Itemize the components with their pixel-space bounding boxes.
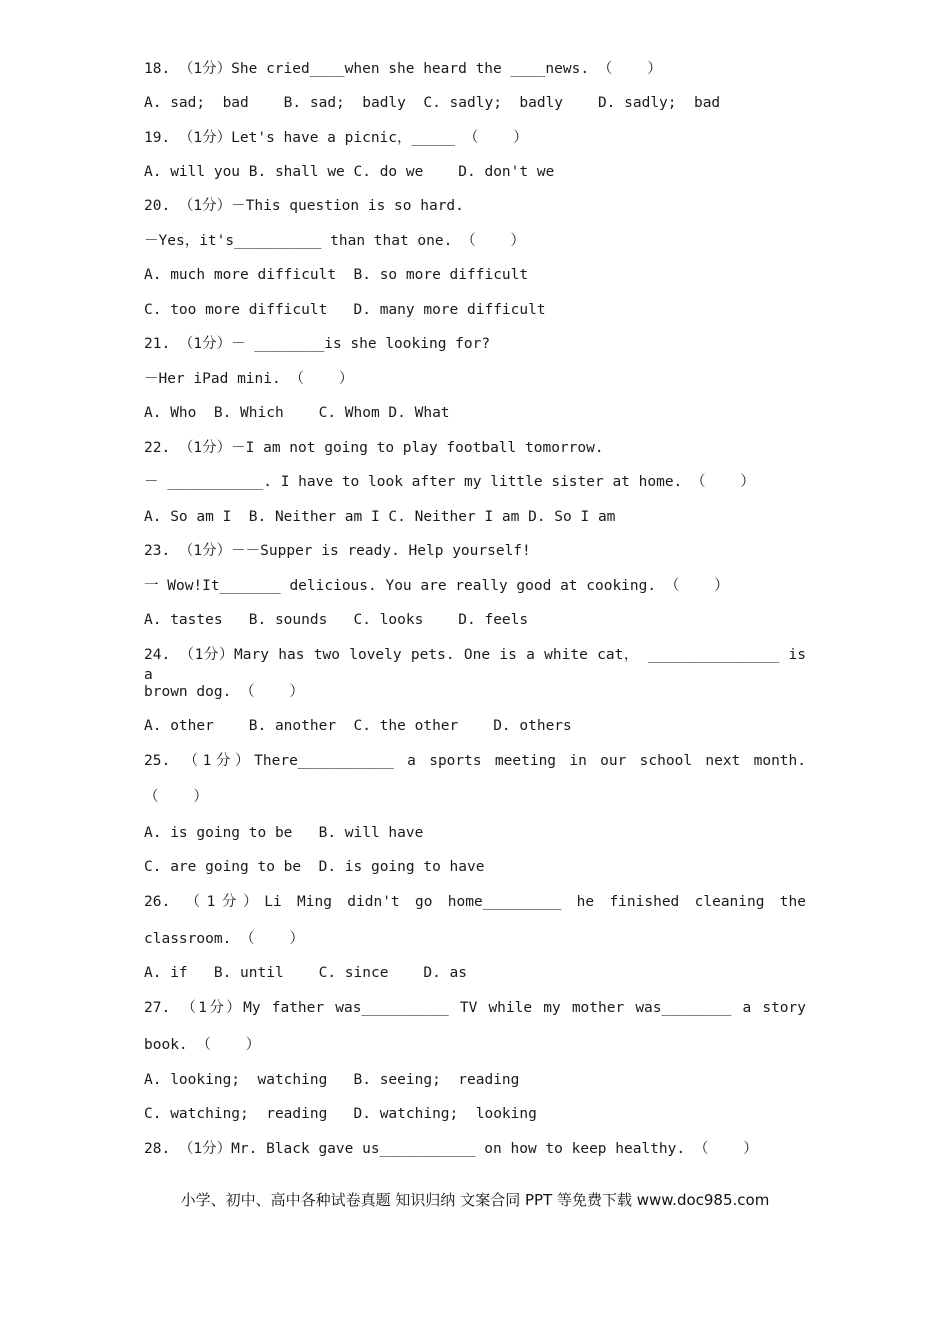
question-21: 21. （1分）－ ________is she looking for? (144, 336, 491, 352)
options-23: A. tastes B. sounds C. looks D. feels (144, 612, 529, 628)
question-23-line-2: 一 Wow!It_______ delicious. You are really good at cooking. （ ） (144, 578, 729, 594)
options-21: A. Who B. Which C. Whom D. What (144, 405, 450, 421)
options-24: A. other B. another C. the other D. others (144, 718, 572, 734)
options-19: A. will you B. shall we C. do we D. don't we (144, 164, 555, 180)
question-19: 19. （1分）Let's have a picnic，_____ （ ） (144, 130, 528, 146)
options-25-b: C. are going to be D. is going to have (144, 859, 485, 875)
question-23: 23. （1分）－－Supper is ready. Help yourself! (144, 543, 531, 559)
question-20: 20. （1分）－This question is so hard. (144, 198, 464, 214)
question-18: 18. （1分）She cried____when she heard the ____news. （ ） (144, 61, 662, 77)
question-24-line-2: brown dog. （ ） (144, 684, 304, 700)
question-28: 28. （1分）Mr. Black gave us___________ on how to keep healthy. （ ） (144, 1141, 758, 1157)
question-22-line-2: － ___________. I have to look after my little sister at home. （ ） (144, 474, 755, 490)
options-27-a: A. looking; watching B. seeing; reading (144, 1072, 520, 1088)
options-25-a: A. is going to be B. will have (144, 825, 424, 841)
question-25-line-2: （ ） (144, 789, 208, 805)
question-26-line-2: classroom. （ ） (144, 931, 304, 947)
question-25: 25. （1分）There___________ a sports meeting in our school next month. (144, 753, 806, 769)
question-22: 22. （1分）－I am not going to play football tomorrow. (144, 440, 604, 456)
question-27-line-2: book. （ ） (144, 1037, 261, 1053)
question-27: 27. （1分）My father was__________ TV while my mother was________ a story (144, 1000, 806, 1016)
options-27-b: C. watching; reading D. watching; looking (144, 1106, 537, 1122)
options-20-b: C. too more difficult D. many more difficult (144, 302, 546, 318)
page-footer: 小学、初中、高中各种试卷真题 知识归纳 文案合同 PPT 等免费下载 www.doc985.com (180, 1191, 770, 1209)
question-26: 26. （1分）Li Ming didn't go home_________ he finished cleaning the (144, 894, 806, 910)
question-20-line-2: －Yes，it's__________ than that one. （ ） (144, 233, 525, 249)
question-24: 24. （1分）Mary has two lovely pets. One is a white cat， _______________ is a (144, 647, 806, 683)
options-26: A. if B. until C. since D. as (144, 965, 468, 981)
options-20-a: A. much more difficult B. so more difficult (144, 267, 529, 283)
options-22: A. So am I B. Neither am I C. Neither I am D. So I am (144, 509, 616, 525)
options-18: A. sad; bad B. sad; badly C. sadly; badly D. sadly; bad (144, 95, 721, 111)
question-21-line-2: －Her iPad mini. （ ） (144, 371, 354, 387)
